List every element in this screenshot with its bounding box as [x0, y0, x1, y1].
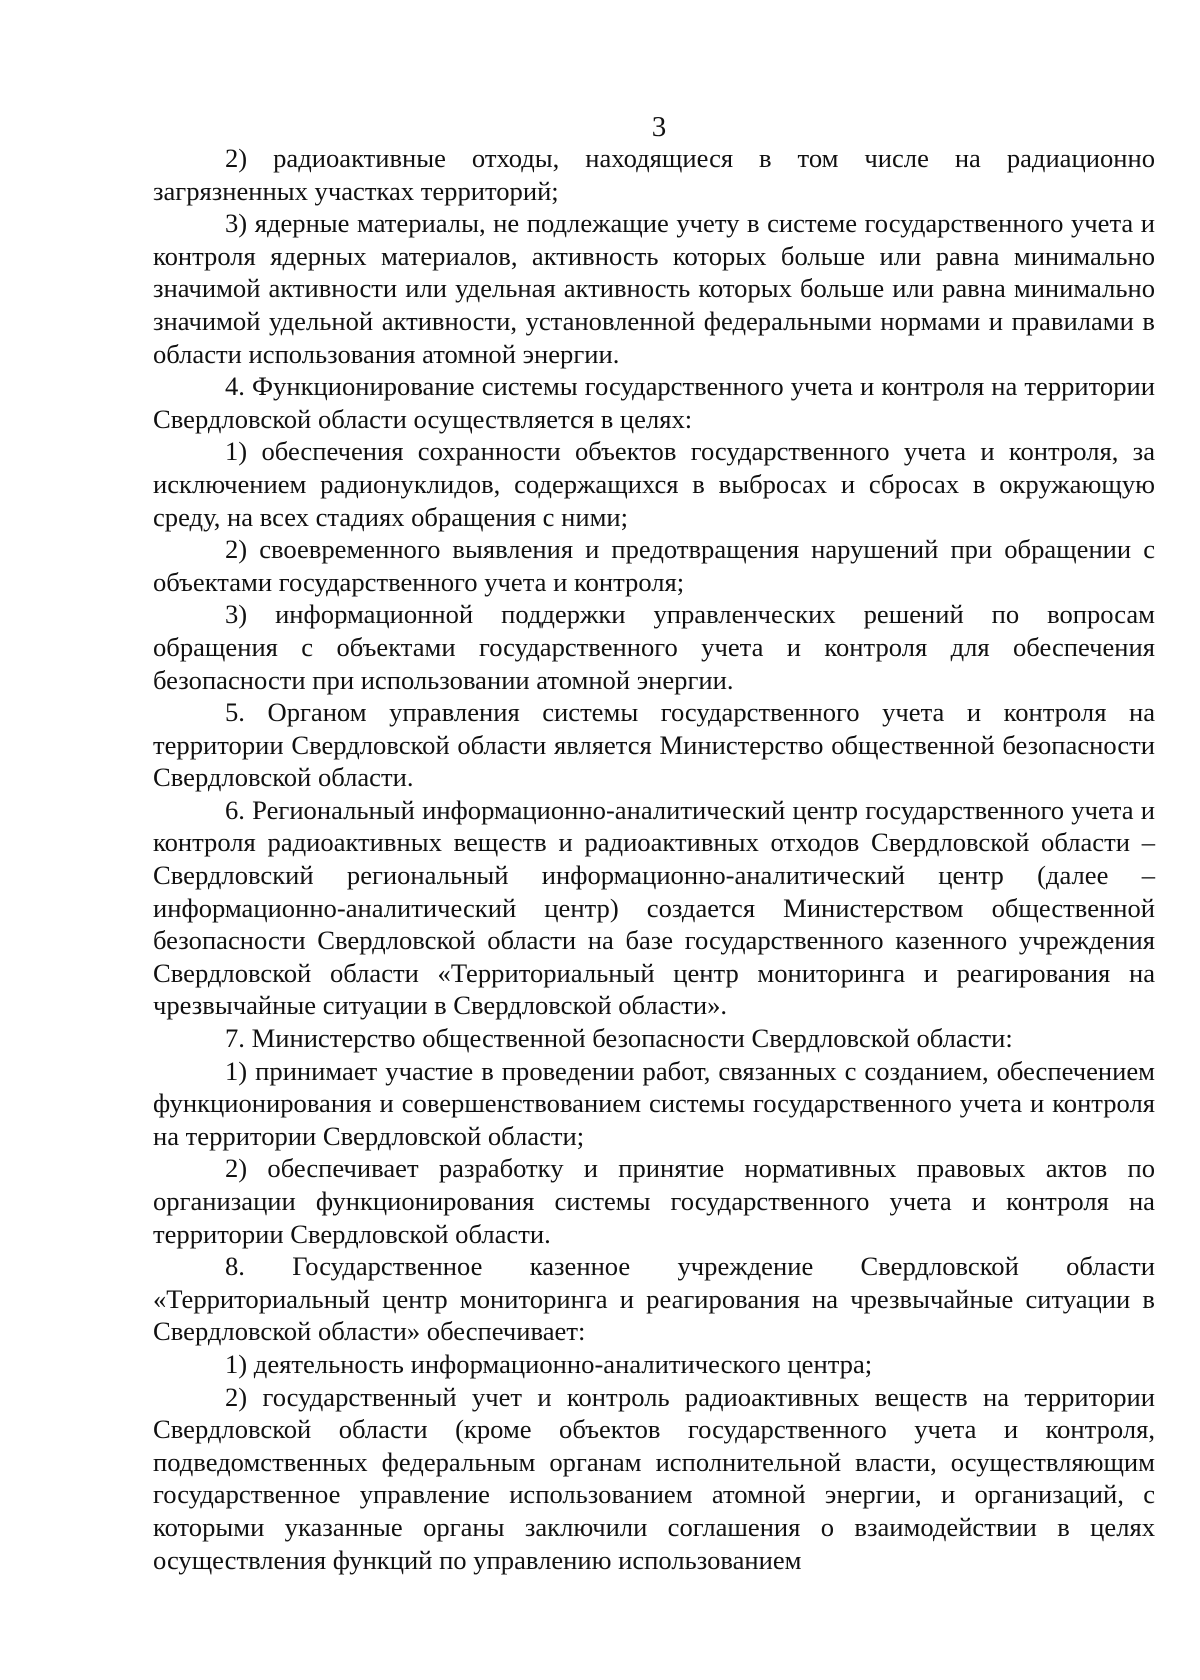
paragraph-section-7: 7. Министерство общественной безопасности Свердловской области: [225, 1023, 1013, 1054]
paragraph-radioactive-waste: 2) радиоактивные отходы, находящиеся в том числе на радиационно загрязненных участках территорий; [153, 143, 1155, 206]
paragraph-section-5: 5. Органом управления системы государственного учета и контроля на территории Свердловской области является Министерство общественной безопасности Свердловской области. [153, 697, 1155, 793]
paragraph-section-7-item-2: 2) обеспечивает разработку и принятие нормативных правовых актов по организации функционирования системы государственного учета и контроля на территории Свердловской области. [153, 1153, 1155, 1249]
page-number: 3 [651, 111, 667, 143]
paragraph-nuclear-materials: 3) ядерные материалы, не подлежащие учету в системе государственного учета и контроля ядерных материалов, активность которых больше или равна минимально значимой активности или удельная активность которых больше или равна минимально значимой удельной активности, установленной федеральными нормами и правилами в области использования атомной энергии. [153, 208, 1155, 369]
paragraph-section-8: 8. Государственное казенное учреждение Свердловской области «Территориальный центр мониторинга и реагирования на чрезвычайные ситуации в Свердловской области» обеспечивает: [153, 1251, 1155, 1347]
paragraph-section-4-item-1: 1) обеспечения сохранности объектов государственного учета и контроля, за исключением радионуклидов, содержащихся в выбросах и сбросах в окружающую среду, на всех стадиях обращения с ними; [153, 436, 1155, 532]
paragraph-section-4: 4. Функционирование системы государственного учета и контроля на территории Свердловской области осуществляется в целях: [153, 371, 1155, 434]
paragraph-section-8-item-1: 1) деятельность информационно-аналитического центра; [225, 1348, 873, 1379]
paragraph-section-7-item-1: 1) принимает участие в проведении работ, связанных с созданием, обеспечением функционирования и совершенствованием системы государственного учета и контроля на территории Свердловской области; [153, 1055, 1155, 1151]
paragraph-section-8-item-2: 2) государственный учет и контроль радиоактивных веществ на территории Свердловской области (кроме объектов государственного учета и контроля, подведомственных федеральным органам исполнительной власти, осуществляющим государственное управление использованием атомной энергии, и организаций, с которыми указанные органы заключили соглашения о взаимодействии в целях осуществления функций по управлению использованием [153, 1381, 1155, 1575]
paragraph-section-6: 6. Региональный информационно-аналитический центр государственного учета и контроля радиоактивных веществ и радиоактивных отходов Свердловской области – Свердловский региональный информационно-аналитический центр (далее – информационно-аналитический центр) создается Министерством общественной безопасности Свердловской области на базе государственного казенного учреждения Свердловской области «Территориальный центр мониторинга и реагирования на чрезвычайные ситуации в Свердловской области». [153, 794, 1155, 1021]
paragraph-section-4-item-3: 3) информационной поддержки управленческих решений по вопросам обращения с объектами государственного учета и контроля для обеспечения безопасности при использовании атомной энергии. [153, 599, 1155, 695]
paragraph-section-4-item-2: 2) своевременного выявления и предотвращения нарушений при обращении с объектами государственного учета и контроля; [153, 534, 1155, 597]
